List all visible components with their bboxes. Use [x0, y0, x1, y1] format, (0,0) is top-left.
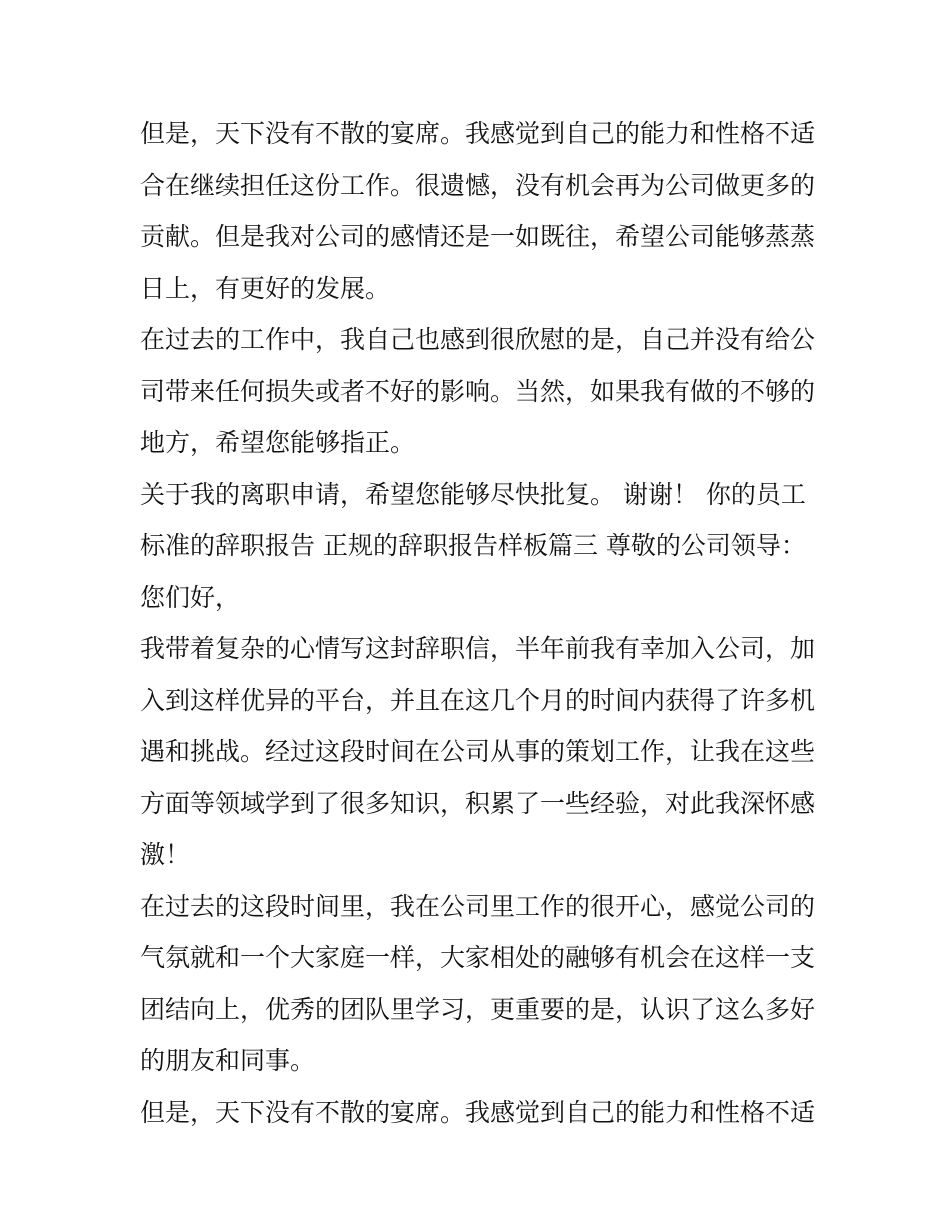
text-line: 气氛就和一个大家庭一样，大家相处的融够有机会在这样一支 [140, 943, 816, 972]
text-line: 团结向上，优秀的团队里学习，更重要的是，认识了这么多好 [140, 994, 816, 1024]
text-line: 关于我的离职申请，希望您能够尽快批复。 谢谢！ 你的员工 [140, 479, 806, 509]
text-line: 激！ [140, 840, 191, 869]
text-line: 遇和挑战。经过这段时间在公司从事的策划工作，让我在这些 [140, 737, 816, 766]
text-line: 但是，天下没有不散的宴席。我感觉到自己的能力和性格不适 [140, 1097, 816, 1127]
text-line: 标准的辞职报告 正规的辞职报告样板篇三 尊敬的公司领导： [140, 531, 806, 560]
text-line: 贡献。但是我对公司的感情还是一如既往，希望公司能够蒸蒸 [140, 222, 816, 251]
text-line: 在过去的工作中，我自己也感到很欣慰的是，自己并没有给公 [140, 325, 816, 354]
text-line: 的朋友和同事。 [140, 1046, 316, 1075]
document-body [140, 108, 820, 1138]
text-line: 合在继续担任这份工作。很遗憾，没有机会再为公司做更多的 [140, 170, 816, 200]
text-line: 我带着复杂的心情写这封辞职信，半年前我有幸加入公司，加 [140, 634, 816, 663]
text-line: 在过去的这段时间里，我在公司里工作的很开心，感觉公司的 [140, 891, 816, 921]
text-line: 地方，希望您能够指正。 [140, 428, 416, 457]
text-line: 方面等领域学到了很多知识，积累了一些经验，对此我深怀感 [140, 788, 816, 818]
text-line: 司带来任何损失或者不好的影响。当然，如果我有做的不够的 [140, 376, 816, 406]
text-line: 入到这样优异的平台，并且在这几个月的时间内获得了许多机 [140, 685, 816, 715]
text-line: 但是，天下没有不散的宴席。我感觉到自己的能力和性格不适 [140, 119, 816, 148]
text-line: 日上，有更好的发展。 [140, 273, 391, 303]
text-line: 您们好， [140, 582, 241, 612]
